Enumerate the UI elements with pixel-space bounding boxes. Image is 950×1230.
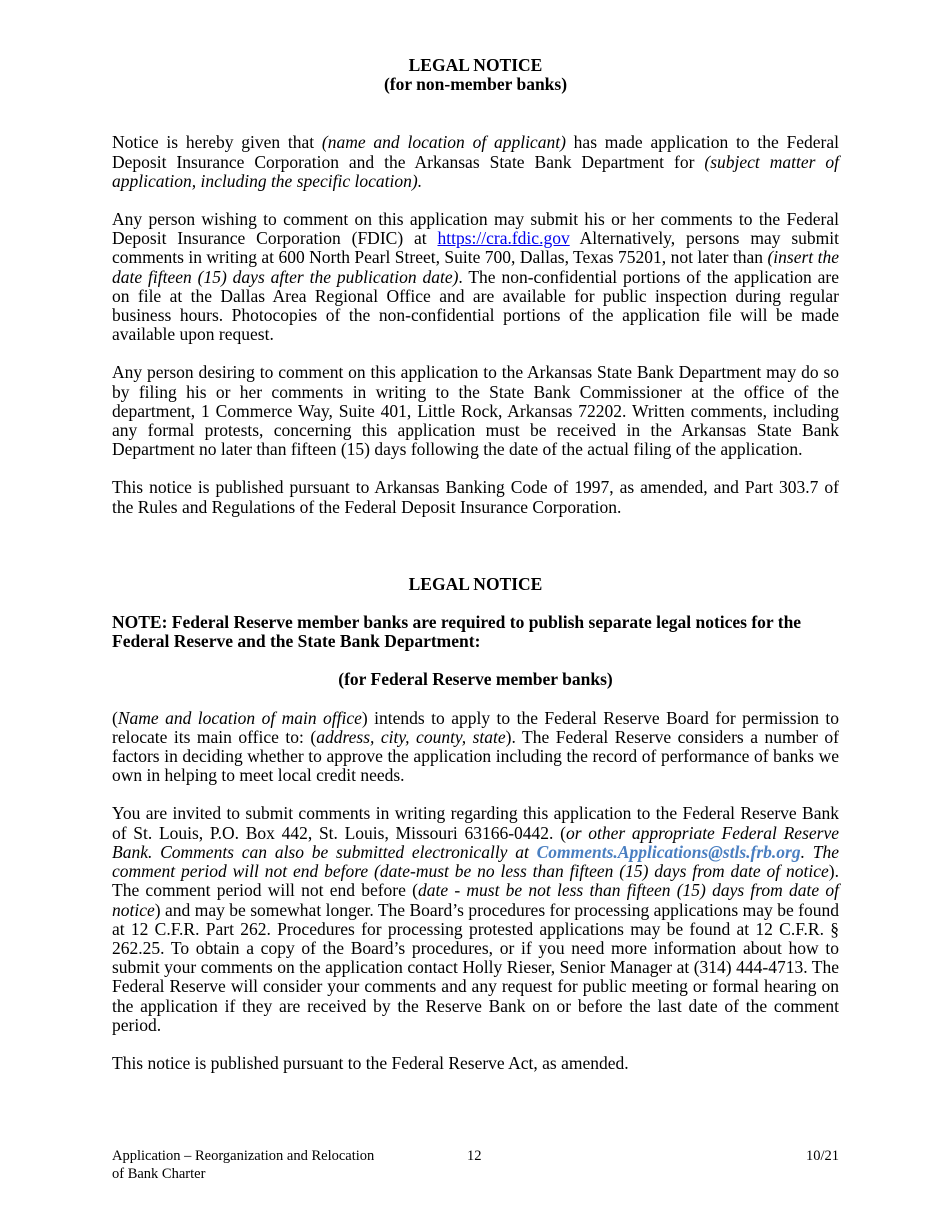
notice2-title: LEGAL NOTICE	[408, 573, 543, 594]
notice1-subtitle: (for non-member banks)	[383, 74, 568, 95]
notice1-paragraph-2: Any person wishing to comment on this application may submit his or her comments to the Federal Deposit Insurance Corporation (FDIC) at https://cra.fdic.gov Alternatively, persons may submit comments in writing at 600 North Pearl Street, Suite 700, Dallas, Texas 75201, not later than (insert the date fifteen (15) days after the publication date). The non-confidential portions of the application are on file at the Dallas Area Regional Office and are available for public inspection during regular business hours. Photocopies of the non-confidential portions of the application file will be made available upon request.	[112, 209, 839, 345]
footer-document-title: Application – Reorganization and Relocation of Bank Charter	[112, 1148, 375, 1182]
fdic-link[interactable]: https://cra.fdic.gov	[437, 228, 570, 249]
notice2-note: NOTE: Federal Reserve member banks are required to publish separate legal notices for the Federal Reserve and the State Bank Department:	[112, 612, 802, 652]
frb-email-link[interactable]: Comments.Applications@stls.frb.org	[536, 841, 801, 862]
page-number: 12	[467, 1148, 482, 1164]
document-page	[112, 56, 839, 1073]
notice1-paragraph-4: This notice is published pursuant to Arkansas Banking Code of 1997, as amended, and Part 303.7 of the Rules and Regulations of the Federal Deposit Insurance Corporation.	[112, 477, 839, 517]
notice1-paragraph-3: Any person desiring to comment on this application to the Arkansas State Bank Department may do so by filing his or her comments in writing to the State Bank Commissioner at the office of the department, 1 Commerce Way, Suite 401, Little Rock, Arkansas 72202. Written comments, including any formal protests, concerning this application must be received in the Arkansas State Bank Department no later than fifteen (15) days following the date of the actual filing of the application.	[112, 362, 839, 460]
notice2-subtitle: (for Federal Reserve member banks)	[338, 669, 613, 690]
notice1-title: LEGAL NOTICE	[408, 55, 543, 75]
footer-date: 10/21	[805, 1148, 839, 1164]
notice2-paragraph-3: This notice is published pursuant to the Federal Reserve Act, as amended.	[112, 1052, 629, 1073]
notice1-paragraph-1: Notice is hereby given that (name and location of applicant) has made application to the Federal Deposit Insurance Corporation and the Arkansas State Bank Department for (subject matter of application, including the specific location).	[112, 132, 839, 191]
notice2-paragraph-2: You are invited to submit comments in writing regarding this application to the Federal Reserve Bank of St. Louis, P.O. Box 442, St. Louis, Missouri 63166-0442. (or other appropriate Federal Reserve Bank. Comments can also be submitted electronically at Comments.Applications@stls.frb.org. The comment period will not end before (date-must be no less than fifteen (15) days from date of notice). The comment period will not end before (date - must be not less than fifteen (15) days from date of notice) and may be somewhat longer. The Board’s procedures for processing applications may be found at 12 C.F.R. Part 262. Procedures for processing protested applications may be found at 12 C.F.R. § 262.25. To obtain a copy of the Board’s procedures, or if you need more information about how to submit your comments on the application contact Holly Rieser, Senior Manager at (314) 444-4713. The Federal Reserve will consider your comments and any request for public meeting or formal hearing on the application if they are received by the Reserve Bank on or before the last date of the comment period.	[112, 803, 840, 1035]
notice2-paragraph-1: (Name and location of main office) intends to apply to the Federal Reserve Board for permission to relocate its main office to: (address, city, county, state). The Federal Reserve considers a number of factors in deciding whether to approve the application including the record of performance of banks we own in helping to meet local credit needs.	[112, 707, 840, 786]
